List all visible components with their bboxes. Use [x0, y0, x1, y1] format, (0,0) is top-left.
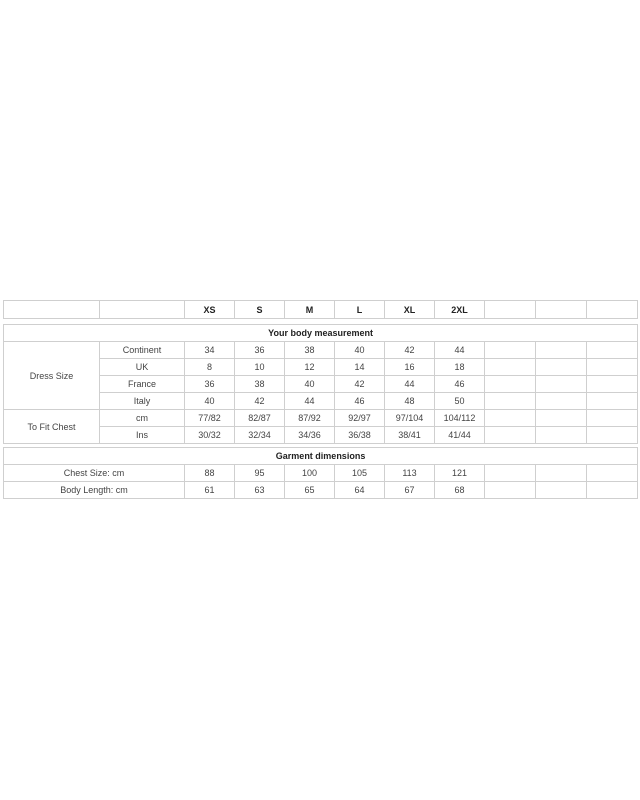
table-cell: 97/104 [385, 410, 435, 427]
empty-cell [587, 342, 638, 359]
table-cell: 34 [185, 342, 235, 359]
size-l-header: L [335, 301, 385, 319]
table-cell: 38/41 [385, 427, 435, 444]
table-row [4, 465, 638, 482]
size-xl-header: XL [385, 301, 435, 319]
table-cell: 82/87 [235, 410, 285, 427]
empty-cell [587, 301, 638, 319]
table-row [4, 427, 638, 444]
table-cell: 104/112 [435, 410, 485, 427]
row-label: France [100, 376, 185, 393]
table-cell: 92/97 [335, 410, 385, 427]
table-row [4, 410, 638, 427]
table-cell: 46 [335, 393, 385, 410]
table-cell: 100 [285, 465, 335, 482]
size-s-header: S [235, 301, 285, 319]
table-cell: 36/38 [335, 427, 385, 444]
size-xs-header: XS [185, 301, 235, 319]
table-cell: 87/92 [285, 410, 335, 427]
table-cell: 68 [435, 482, 485, 499]
empty-cell [587, 376, 638, 393]
garment-section-title: Garment dimensions [4, 448, 638, 465]
table-cell: 34/36 [285, 427, 335, 444]
empty-cell [587, 427, 638, 444]
empty-cell [485, 482, 536, 499]
table-cell: 30/32 [185, 427, 235, 444]
table-cell: 113 [385, 465, 435, 482]
table-row [4, 376, 638, 393]
row-label: Italy [100, 393, 185, 410]
empty-cell [587, 482, 638, 499]
table-cell: 38 [235, 376, 285, 393]
garment-dimensions-table [3, 447, 638, 499]
body-section-title: Your body measurement [4, 325, 638, 342]
empty-cell [485, 410, 536, 427]
empty-cell [485, 465, 536, 482]
table-cell: 36 [235, 342, 285, 359]
garment-dimensions-block [3, 447, 637, 499]
table-cell: 8 [185, 359, 235, 376]
table-row [4, 393, 638, 410]
table-cell: 61 [185, 482, 235, 499]
table-cell: 40 [335, 342, 385, 359]
table-cell: 48 [385, 393, 435, 410]
empty-cell [536, 301, 587, 319]
size-header-table [3, 300, 638, 319]
empty-cell [536, 465, 587, 482]
table-cell: 42 [385, 342, 435, 359]
row-label: Continent [100, 342, 185, 359]
empty-cell [485, 359, 536, 376]
empty-cell [587, 465, 638, 482]
table-cell: 18 [435, 359, 485, 376]
body-section-title-row [4, 325, 638, 342]
table-cell: 44 [385, 376, 435, 393]
table-cell: 38 [285, 342, 335, 359]
empty-cell [485, 342, 536, 359]
empty-cell [4, 301, 100, 319]
table-cell: 14 [335, 359, 385, 376]
empty-cell [485, 393, 536, 410]
size-m-header: M [285, 301, 335, 319]
body-measurement-table [3, 324, 638, 444]
table-cell: 105 [335, 465, 385, 482]
to-fit-chest-group-label: To Fit Chest [4, 410, 100, 444]
empty-cell [536, 427, 587, 444]
size-header-block [3, 300, 637, 319]
row-label: cm [100, 410, 185, 427]
row-label: Body Length: cm [4, 482, 185, 499]
table-cell: 42 [235, 393, 285, 410]
table-cell: 36 [185, 376, 235, 393]
empty-cell [536, 376, 587, 393]
empty-cell [587, 359, 638, 376]
table-cell: 50 [435, 393, 485, 410]
table-cell: 121 [435, 465, 485, 482]
table-row [4, 482, 638, 499]
table-cell: 40 [285, 376, 335, 393]
size-2xl-header: 2XL [435, 301, 485, 319]
body-measurement-block [3, 324, 637, 444]
empty-cell [536, 359, 587, 376]
table-cell: 67 [385, 482, 435, 499]
empty-cell [536, 410, 587, 427]
table-cell: 44 [285, 393, 335, 410]
table-cell: 16 [385, 359, 435, 376]
table-cell: 95 [235, 465, 285, 482]
table-cell: 65 [285, 482, 335, 499]
table-cell: 32/34 [235, 427, 285, 444]
empty-cell [485, 301, 536, 319]
table-cell: 42 [335, 376, 385, 393]
table-cell: 64 [335, 482, 385, 499]
table-cell: 63 [235, 482, 285, 499]
empty-cell [536, 342, 587, 359]
table-row [4, 342, 638, 359]
table-cell: 10 [235, 359, 285, 376]
row-label: UK [100, 359, 185, 376]
garment-section-title-row [4, 448, 638, 465]
table-cell: 77/82 [185, 410, 235, 427]
empty-cell [100, 301, 185, 319]
empty-cell [587, 410, 638, 427]
empty-cell [587, 393, 638, 410]
empty-cell [485, 376, 536, 393]
table-cell: 46 [435, 376, 485, 393]
row-label: Ins [100, 427, 185, 444]
empty-cell [536, 482, 587, 499]
table-cell: 41/44 [435, 427, 485, 444]
dress-size-group-label: Dress Size [4, 342, 100, 410]
empty-cell [485, 427, 536, 444]
row-label: Chest Size: cm [4, 465, 185, 482]
table-cell: 40 [185, 393, 235, 410]
table-cell: 12 [285, 359, 335, 376]
empty-cell [536, 393, 587, 410]
table-cell: 44 [435, 342, 485, 359]
table-cell: 88 [185, 465, 235, 482]
table-row [4, 359, 638, 376]
size-header-row [4, 301, 638, 319]
